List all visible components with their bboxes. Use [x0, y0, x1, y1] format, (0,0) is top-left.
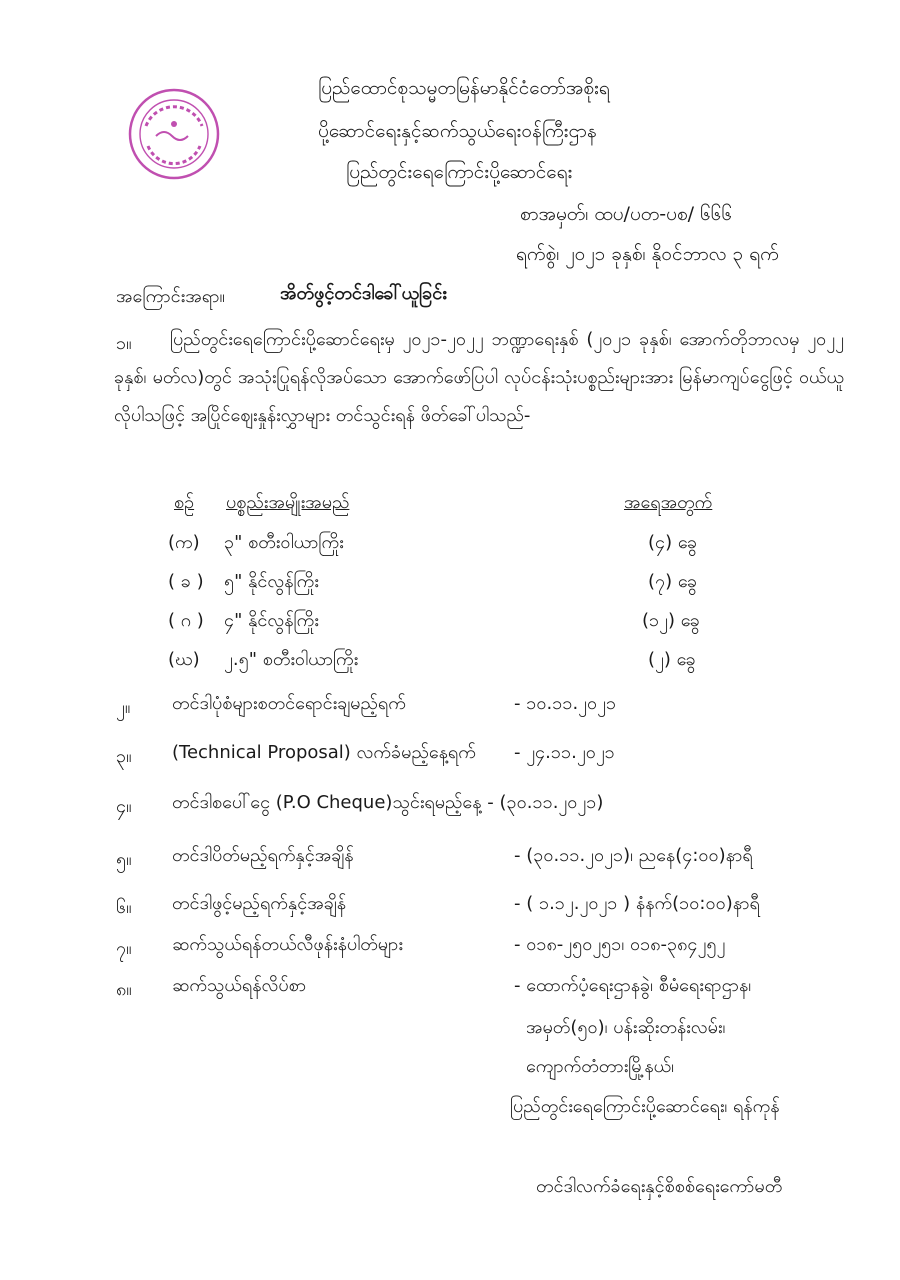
address-line: ပြည်တွင်းရေကြောင်းပို့ဆောင်ရေး၊ ရန်ကုန် [510, 1096, 780, 1117]
detail-value: - ၂၄.၁၁.၂၀၂၁ [514, 742, 615, 763]
detail-label: တင်ဒါပုံစံများစတင်ရောင်းချမည့်ရက် [172, 693, 406, 714]
detail-number: ၇။ [116, 938, 132, 959]
table-row-no: (ဃ) [168, 649, 200, 670]
detail-label: (Technical Proposal) လက်ခံမည့်နေ့ရက် [172, 742, 476, 763]
detail-label: ဆက်သွယ်ရန်လိပ်စာ [172, 975, 307, 996]
table-row-name: ၂.၅" စတီးဝါယာကြိုး [224, 649, 359, 670]
subject-title: အိတ်ဖွင့်တင်ဒါခေါ်ယူခြင်း [280, 283, 447, 304]
detail-value: - ထောက်ပံ့ရေးဌာနခွဲ၊ စီမံရေးရာဌာန၊ [514, 975, 752, 996]
detail-label: ဆက်သွယ်ရန်တယ်လီဖုန်းနံပါတ်များ [172, 934, 403, 955]
detail-number: ၃။ [116, 746, 132, 767]
document-date: ရက်စွဲ၊ ၂၀၂၁ ခုနှစ်၊ နိုဝင်ဘာလ ၃ ရက် [516, 243, 779, 265]
table-row-qty: (၄) ခွေ [648, 532, 698, 553]
detail-number: ၈။ [116, 979, 132, 1000]
committee-signature: တင်ဒါလက်ခံရေးနှင့်စိစစ်ရေးကော်မတီ [536, 1176, 783, 1197]
detail-value: - ( ၁.၁၂.၂၀၂၁ ) နံနက်(၁၀:၀၀)နာရီ [514, 893, 760, 914]
table-header-qty: အရေအတွက် [624, 492, 713, 513]
address-line: ကျောက်တံတားမြို့နယ်၊ [526, 1056, 674, 1077]
detail-number: ၂။ [116, 697, 131, 718]
address-line: အမှတ်(၅၀)၊ ပန်းဆိုးတန်းလမ်း၊ [526, 1017, 726, 1038]
official-seal-icon [126, 86, 222, 182]
header-department: ပြည်တွင်းရေကြောင်းပို့ဆောင်ရေး [346, 161, 573, 183]
table-row-no: ( ခ ) [168, 571, 204, 592]
reference-number: စာအမှတ်၊ ထပ/ပတ-ပစ/ ၆၆၆ [520, 203, 733, 225]
table-row-qty: (၁၂) ခွေ [642, 610, 700, 631]
table-row-no: ( ဂ ) [168, 610, 204, 631]
detail-label: တင်ဒါစပေါ်ငွေ (P.O Cheque)သွင်းရမည့်နေ့ - (၃၀.၁၁.၂၀၂၁) [172, 792, 604, 813]
detail-label: တင်ဒါပိတ်မည့်ရက်နှင့်အချိန် [172, 845, 354, 866]
table-header-no: စဉ် [174, 492, 195, 513]
header-ministry-line1: ပြည်ထောင်စုသမ္မတမြန်မာနိုင်ငံတော်အစိုးရ [318, 77, 610, 99]
paragraph-number: ၁။ [116, 333, 132, 354]
table-row-name: ၃" စတီးဝါယာကြိုး [224, 532, 344, 553]
table-row-qty: (၇) ခွေ [648, 571, 698, 592]
detail-value: - ၁၀.၁၁.၂၀၂၁ [514, 693, 617, 714]
table-row-name: ၄" နိုင်လွန်ကြိုး [224, 610, 319, 631]
detail-number: ၆။ [116, 897, 132, 918]
detail-label: တင်ဒါဖွင့်မည့်ရက်နှင့်အချိန် [172, 893, 347, 914]
table-row-qty: (၂) ခွေ [648, 649, 696, 670]
table-row-name: ၅" နိုင်လွန်ကြိုး [224, 571, 319, 592]
detail-value: - ၀၁၈-၂၅၀၂၅၁၊ ၀၁၈-၃၈၄၂၅၂ [514, 934, 726, 955]
subject-label: အကြောင်းအရာ။ [116, 286, 225, 307]
header-ministry-line2: ပို့ဆောင်ရေးနှင့်ဆက်သွယ်ရေးဝန်ကြီးဌာန [318, 120, 597, 142]
detail-number: ၄။ [116, 796, 132, 817]
detail-value: - (၃၀.၁၁.၂၀၂၁)၊ ညနေ(၄:၀၀)နာရီ [514, 845, 753, 866]
table-row-no: (က) [168, 532, 200, 553]
table-header-name: ပစ္စည်းအမျိုးအမည် [226, 492, 350, 513]
detail-number: ၅။ [116, 849, 132, 870]
intro-paragraph: ပြည်တွင်းရေကြောင်းပို့ဆောင်ရေးမှ ၂၀၂၁-၂၀၂၂ ဘဏ္ဍာရေးနှစ် (၂၀၂၁ ခုနှစ်၊ အောက်တိုဘာလမှ ၂၀၂၂ ခုနှစ်၊ မတ်လ)တွင် အသုံးပြုရန်လိုအပ်သော အောက်ဖော်ပြပါ လုပ်ငန်းသုံးပစ္စည်းများအား မြန်မာကျပ်ငွေဖြင့် ဝယ်ယူလိုပါသဖြင့် အပြိုင်ဈေးနှုန်းလွှာများ တင်သွင်းရန် ဖိတ်ခေါ်ပါသည်- [114, 329, 844, 426]
